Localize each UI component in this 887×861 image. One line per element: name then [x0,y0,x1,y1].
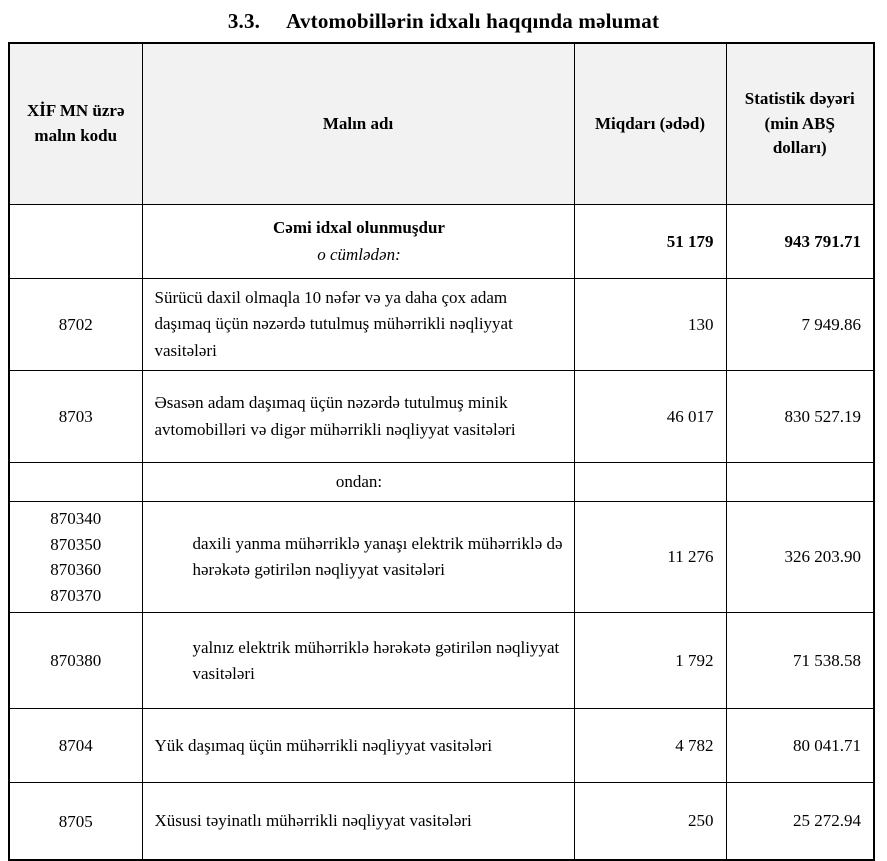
cell-name: yalnız elektrik mühərriklə hərəkətə gətirilən nəqliyyat vasitələri [142,613,574,709]
cell-name: Sürücü daxil olmaqla 10 nəfər və ya daha çox adam daşımaq üçün nəzərdə tutulmuş mühərrikli nəqliyyat vasitələri [142,279,574,371]
cell-code: 8705 [9,783,142,861]
cell-name: Yük daşımaq üçün mühərrikli nəqliyyat vasitələri [142,709,574,783]
header-code: XİF MN üzrə malın kodu [9,43,142,205]
cell-name: daxili yanma mühərriklə yanaşı elektrik mühərriklə də hərəkətə gətirilən nəqliyyat vasitələri [142,502,574,613]
cell-value: 943 791.71 [726,205,874,279]
cell-code: 8703 [9,371,142,463]
cell-quantity: 250 [574,783,726,861]
cell-value: 830 527.19 [726,371,874,463]
table-row-8703 [9,371,874,463]
cell-code [9,502,142,613]
cell-quantity: 46 017 [574,371,726,463]
total-sublabel: o cümlədən: [317,244,401,264]
cell-code: 8702 [9,279,142,371]
cell-quantity [574,463,726,502]
header-quantity: Miqdarı (ədəd) [574,43,726,205]
section-heading [0,0,887,34]
header-value: Statistik dəyəri (min ABŞ dolları) [726,43,874,205]
cell-value: 25 272.94 [726,783,874,861]
cell-value [726,463,874,502]
cell-value: 326 203.90 [726,502,874,613]
cell-name: Əsasən adam daşımaq üçün nəzərdə tutulmuş minik avtomobilləri və digər mühərrikli nəqliyyat vasitələri [142,371,574,463]
header-row [9,43,874,205]
table-row-hybrid [9,502,874,613]
table-header [9,43,874,205]
cell-quantity: 11 276 [574,502,726,613]
cell-value: 71 538.58 [726,613,874,709]
table-row-8704 [9,709,874,783]
cell-name: ondan: [142,463,574,502]
table-row-ondan [9,463,874,502]
imports-table [8,42,875,861]
cell-code: 8704 [9,709,142,783]
table-row-8702 [9,279,874,371]
cell-quantity: 130 [574,279,726,371]
cell-code [9,463,142,502]
cell-code: 870380 [9,613,142,709]
cell-value: 7 949.86 [726,279,874,371]
code-line: 870370 [50,585,102,605]
cell-quantity: 1 792 [574,613,726,709]
table-row-electric [9,613,874,709]
code-line: 870360 [50,560,102,580]
cell-quantity: 4 782 [574,709,726,783]
header-name: Malın adı [142,43,574,205]
code-line: 870340 [50,509,102,529]
total-label: Cəmi idxal olunmuşdur [273,218,445,238]
cell-name [142,205,574,279]
cell-quantity: 51 179 [574,205,726,279]
code-line: 870350 [50,534,102,554]
cell-value: 80 041.71 [726,709,874,783]
table-row-total [9,205,874,279]
section-title: Avtomobillərin idxalı haqqında məlumat [286,9,660,33]
cell-name: Xüsusi təyinatlı mühərrikli nəqliyyat vasitələri [142,783,574,861]
table-row-8705 [9,783,874,861]
section-number: 3.3. [227,9,261,33]
cell-code [9,205,142,279]
